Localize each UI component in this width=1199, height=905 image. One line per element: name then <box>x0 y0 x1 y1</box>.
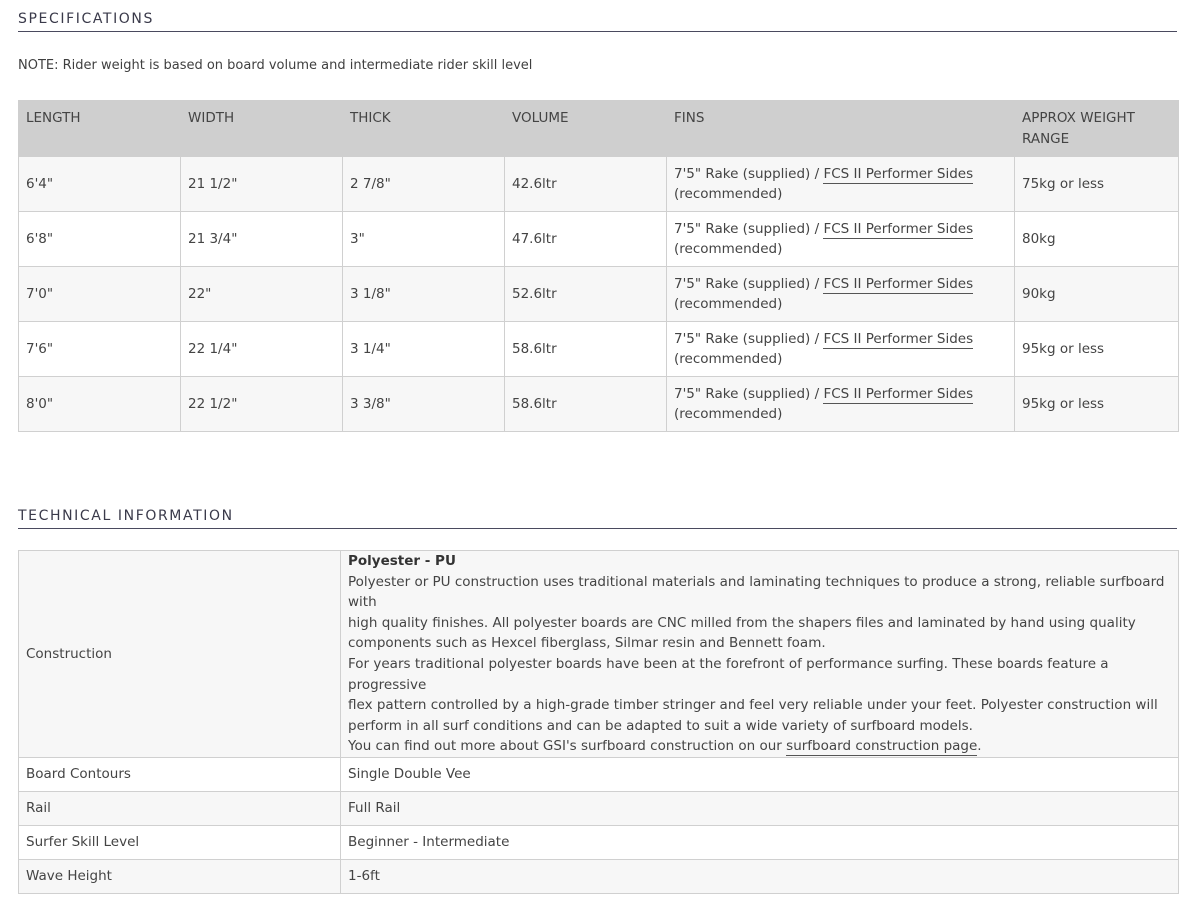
construction-link-suffix: . <box>977 738 982 755</box>
table-row <box>19 157 1179 212</box>
volume-cell: 58.6ltr <box>505 322 667 377</box>
volume-cell: 47.6ltr <box>505 212 667 267</box>
fins-cell <box>667 377 1015 432</box>
construction-text-line: components such as Hexcel fiberglass, Silmar resin and Bennett foam. <box>348 635 826 652</box>
fcs-performer-sides-link[interactable]: FCS II Performer Sides <box>823 220 974 237</box>
fcs-performer-sides-link[interactable]: FCS II Performer Sides <box>823 330 974 347</box>
fins-cell <box>667 157 1015 212</box>
fins-text: 7'5" Rake (supplied) / <box>674 330 824 347</box>
table-row <box>19 825 1179 859</box>
construction-text-line: perform in all surf conditions and can be adapted to suit a wide variety of surfboard models. <box>348 717 973 734</box>
width-cell: 22" <box>181 267 343 322</box>
fins-recommended-text: (recommended) <box>674 296 783 312</box>
surfer-skill-level-value: Beginner - Intermediate <box>341 825 1179 859</box>
table-row <box>19 377 1179 432</box>
technical-information-heading: TECHNICAL INFORMATION <box>18 508 1177 529</box>
construction-text-line: For years traditional polyester boards have been at the forefront of performance surfing. These boards feature a progressive <box>348 655 1109 693</box>
length-cell: 6'8" <box>19 212 181 267</box>
volume-cell: 42.6ltr <box>505 157 667 212</box>
volume-cell: 52.6ltr <box>505 267 667 322</box>
length-cell: 8'0" <box>19 377 181 432</box>
construction-description <box>341 551 1179 758</box>
length-cell: 6'4" <box>19 157 181 212</box>
specifications-table <box>18 100 1179 432</box>
width-cell: 22 1/4" <box>181 322 343 377</box>
table-row <box>19 212 1179 267</box>
width-cell: 21 1/2" <box>181 157 343 212</box>
fins-text: 7'5" Rake (supplied) / <box>674 220 824 237</box>
column-header-weight-range: APPROX WEIGHT RANGE <box>1015 101 1179 157</box>
fins-cell <box>667 212 1015 267</box>
fins-text: 7'5" Rake (supplied) / <box>674 275 824 292</box>
length-cell: 7'0" <box>19 267 181 322</box>
construction-text-line: Polyester or PU construction uses traditional materials and laminating techniques to produce a strong, reliable surfboard with <box>348 573 1165 611</box>
thick-cell: 3" <box>343 212 505 267</box>
fins-recommended-text: (recommended) <box>674 406 783 422</box>
thick-cell: 2 7/8" <box>343 157 505 212</box>
length-cell: 7'6" <box>19 322 181 377</box>
volume-cell: 58.6ltr <box>505 377 667 432</box>
thick-cell: 3 3/8" <box>343 377 505 432</box>
table-row <box>19 551 1179 758</box>
column-header-width: WIDTH <box>181 101 343 157</box>
fins-text: 7'5" Rake (supplied) / <box>674 165 824 182</box>
column-header-fins: FINS <box>667 101 1015 157</box>
table-row <box>19 791 1179 825</box>
thick-cell: 3 1/8" <box>343 267 505 322</box>
table-row <box>19 757 1179 791</box>
board-contours-label: Board Contours <box>19 757 341 791</box>
fins-cell <box>667 267 1015 322</box>
weight-cell: 95kg or less <box>1015 377 1179 432</box>
fcs-performer-sides-link[interactable]: FCS II Performer Sides <box>823 275 974 292</box>
specifications-heading: SPECIFICATIONS <box>18 11 1177 32</box>
weight-cell: 90kg <box>1015 267 1179 322</box>
table-header-row <box>19 101 1179 157</box>
fins-recommended-text: (recommended) <box>674 241 783 257</box>
weight-cell: 95kg or less <box>1015 322 1179 377</box>
column-header-thick: THICK <box>343 101 505 157</box>
surfer-skill-level-label: Surfer Skill Level <box>19 825 341 859</box>
width-cell: 22 1/2" <box>181 377 343 432</box>
rail-value: Full Rail <box>341 791 1179 825</box>
construction-type-heading: Polyester - PU <box>348 553 456 569</box>
column-header-volume: VOLUME <box>505 101 667 157</box>
table-row <box>19 859 1179 893</box>
weight-cell: 75kg or less <box>1015 157 1179 212</box>
fins-cell <box>667 322 1015 377</box>
construction-text-line <box>348 736 1171 757</box>
construction-text-line: high quality finishes. All polyester boards are CNC milled from the shapers files and laminated by hand using quality <box>348 614 1136 631</box>
fcs-performer-sides-link[interactable]: FCS II Performer Sides <box>823 385 974 402</box>
construction-link-prefix: You can find out more about GSI's surfboard construction on our <box>348 738 787 755</box>
width-cell: 21 3/4" <box>181 212 343 267</box>
technical-information-table <box>18 550 1179 894</box>
construction-text-line: flex pattern controlled by a high-grade timber stringer and feel very reliable under your feet. Polyester construction will <box>348 697 1158 714</box>
construction-label: Construction <box>19 551 341 758</box>
fcs-performer-sides-link[interactable]: FCS II Performer Sides <box>823 165 974 182</box>
wave-height-label: Wave Height <box>19 859 341 893</box>
weight-cell: 80kg <box>1015 212 1179 267</box>
rail-label: Rail <box>19 791 341 825</box>
table-row <box>19 322 1179 377</box>
board-contours-value: Single Double Vee <box>341 757 1179 791</box>
thick-cell: 3 1/4" <box>343 322 505 377</box>
surfboard-construction-page-link[interactable]: surfboard construction page <box>786 738 978 755</box>
fins-recommended-text: (recommended) <box>674 351 783 367</box>
table-row <box>19 267 1179 322</box>
wave-height-value: 1-6ft <box>341 859 1179 893</box>
column-header-length: LENGTH <box>19 101 181 157</box>
rider-weight-note: NOTE: Rider weight is based on board volume and intermediate rider skill level <box>18 58 533 73</box>
fins-text: 7'5" Rake (supplied) / <box>674 385 824 402</box>
fins-recommended-text: (recommended) <box>674 186 783 202</box>
